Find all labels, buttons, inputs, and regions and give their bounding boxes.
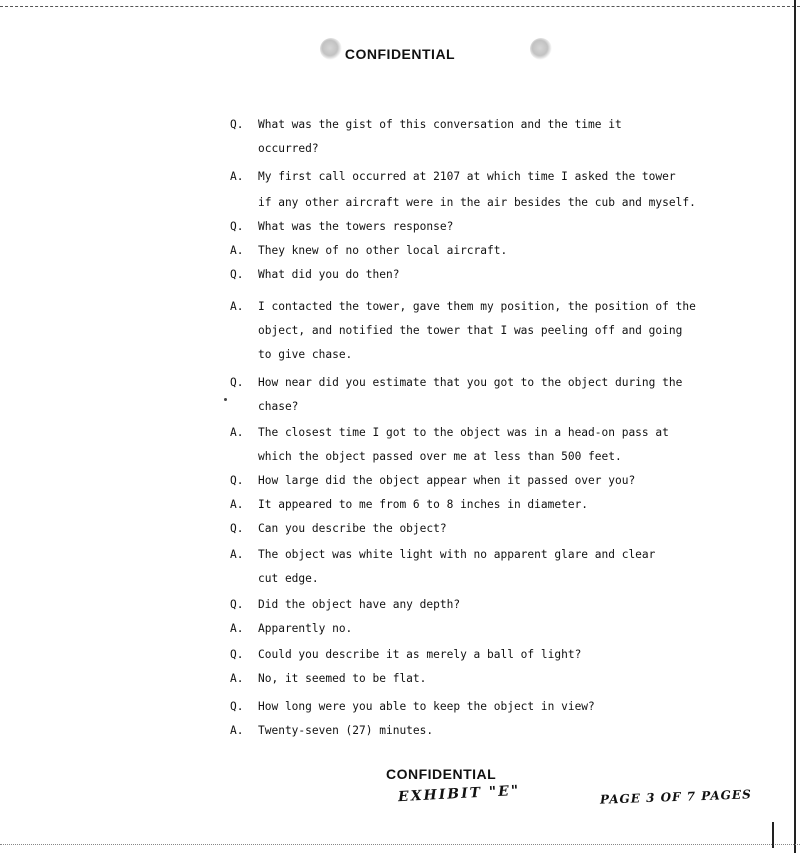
qa-line [0,298,800,316]
answer-prefix: A. [230,672,244,685]
question-prefix: Q. [230,598,244,611]
answer-prefix: A. [230,244,244,257]
qa-line [0,116,800,134]
page-number-handwritten: PAGE 3 OF 7 PAGES [599,787,752,807]
question-prefix: Q. [230,268,244,281]
answer-text: It appeared to me from 6 to 8 inches in diameter. [258,498,589,511]
answer-prefix: A. [230,724,244,737]
answer-text: Apparently no. [258,622,353,635]
answer-text: if any other aircraft were in the air besides the cub and myself. [258,196,696,209]
question-text: How near did you estimate that you got to the object during the [258,376,683,389]
qa-line [0,570,800,588]
qa-line [0,374,800,392]
question-prefix: Q. [230,376,244,389]
qa-line [0,546,800,564]
qa-line [0,218,800,236]
answer-text: The object was white light with no apparent glare and clear [258,548,656,561]
qa-line [0,698,800,716]
qa-line [0,472,800,490]
question-text: occurred? [258,142,319,155]
qa-line [0,520,800,538]
question-prefix: Q. [230,220,244,233]
qa-line [0,140,800,158]
qa-line [0,168,800,186]
question-text: How large did the object appear when it passed over you? [258,474,636,487]
answer-text: which the object passed over me at less than 500 feet. [258,450,622,463]
answer-text: The closest time I got to the object was in a head-on pass at [258,426,669,439]
question-text: What was the towers response? [258,220,454,233]
question-text: Could you describe it as merely a ball of light? [258,648,582,661]
answer-prefix: A. [230,300,244,313]
answer-prefix: A. [230,426,244,439]
question-prefix: Q. [230,648,244,661]
qa-line [0,448,800,466]
answer-text: Twenty-seven (27) minutes. [258,724,434,737]
scan-edge-mark [772,822,774,848]
answer-text: I contacted the tower, gave them my position, the position of the [258,300,696,313]
question-text: chase? [258,400,299,413]
qa-line [0,596,800,614]
qa-line [0,496,800,514]
question-text: What did you do then? [258,268,400,281]
answer-text: cut edge. [258,572,319,585]
qa-line [0,722,800,740]
question-prefix: Q. [230,700,244,713]
answer-prefix: A. [230,170,244,183]
stray-ink-mark [224,398,227,401]
qa-line [0,322,800,340]
confidential-header-stamp: CONFIDENTIAL [344,46,456,62]
question-text: What was the gist of this conversation and the time it [258,118,622,131]
answer-prefix: A. [230,548,244,561]
question-prefix: Q. [230,118,244,131]
confidential-footer-stamp: CONFIDENTIAL [386,766,497,782]
qa-line [0,346,800,364]
answer-text: They knew of no other local aircraft. [258,244,508,257]
answer-text: My first call occurred at 2107 at which time I asked the tower [258,170,676,183]
qa-line [0,266,800,284]
qa-line [0,620,800,638]
question-prefix: Q. [230,474,244,487]
answer-text: No, it seemed to be flat. [258,672,427,685]
answer-prefix: A. [230,622,244,635]
answer-prefix: A. [230,498,244,511]
question-text: How long were you able to keep the object in view? [258,700,595,713]
qa-line [0,398,800,416]
question-text: Can you describe the object? [258,522,447,535]
question-prefix: Q. [230,522,244,535]
answer-text: to give chase. [258,348,353,361]
exhibit-label-handwritten: EXHIBIT "E" [397,782,521,806]
qa-line [0,194,800,212]
qa-line [0,424,800,442]
answer-text: object, and notified the tower that I was peeling off and going [258,324,683,337]
question-text: Did the object have any depth? [258,598,461,611]
qa-line [0,670,800,688]
qa-line [0,646,800,664]
qa-line [0,242,800,260]
